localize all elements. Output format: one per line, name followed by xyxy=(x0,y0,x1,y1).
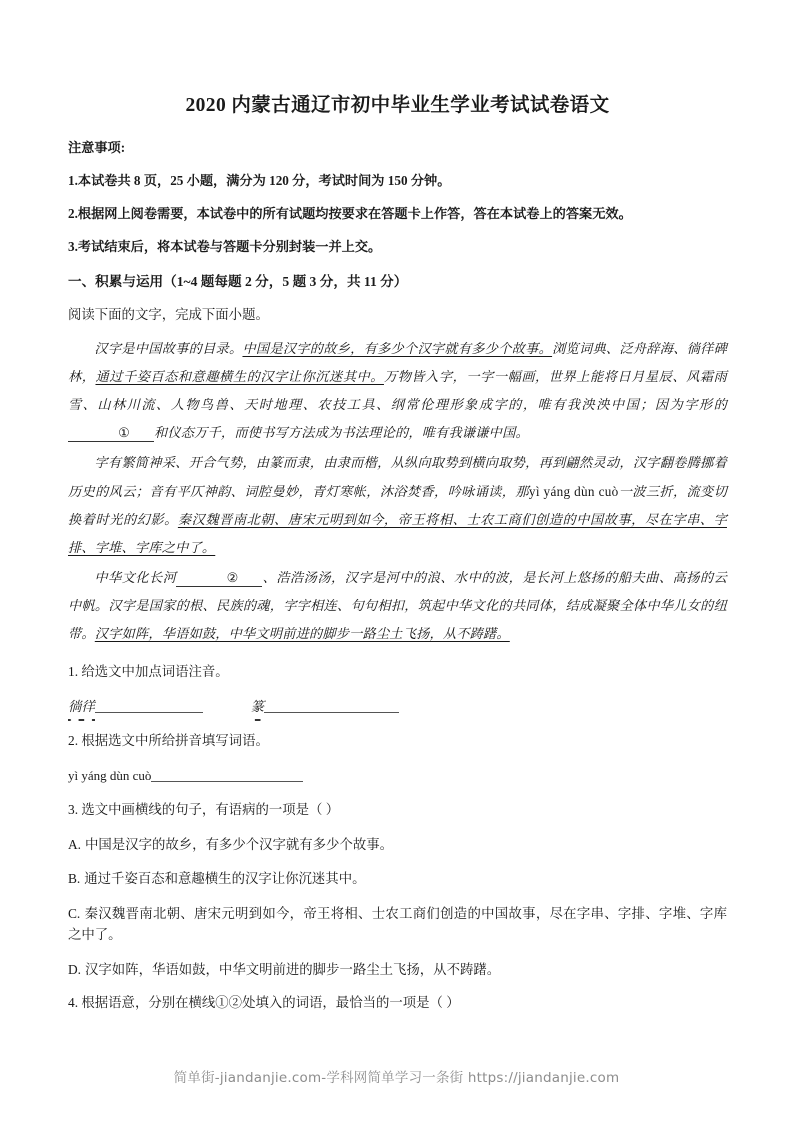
passage-p2-seg1: 字有繁简神采、开合气势，由篆而隶，由隶而楷，从纵向取势到横向取势，再到翩然灵动，汉字翻卷腾挪着历史的风云；音有平仄神韵、词腔曼妙，青灯寒帐，沐浴焚香，吟咏诵读，那 xyxy=(68,455,727,500)
notice-item-1: 1.本试卷共 8 页，25 小题，满分为 120 分，考试时间为 150 分钟。 xyxy=(68,172,451,188)
option-c-letter: C. xyxy=(68,905,81,921)
emphasis-word-zhuan: 篆 xyxy=(251,697,264,718)
option-a-text: 中国是汉字的故乡，有多少个汉字就有多少个故事。 xyxy=(85,837,394,853)
passage-paragraph-2 xyxy=(68,450,727,563)
passage-p1-seg5: 万物皆入字，一字一幅画，世界上能将日月星辰、风霜雨雪、山林川流、人物鸟兽、天时地理、农技工具、纲常伦理形象成字的，唯有我泱泱中国；因为字形的 xyxy=(68,370,728,413)
passage-p3-seg1: 中华文化长河 xyxy=(94,570,177,586)
question-3-option-b[interactable] xyxy=(68,868,727,889)
option-d-letter: D. xyxy=(68,961,82,977)
question-3-option-c[interactable] xyxy=(68,903,727,946)
section-heading: 一、积累与运用（1~4 题每题 2 分，5 题 3 分，共 11 分） xyxy=(68,274,408,290)
emphasis-word-changyang: 徜徉 xyxy=(68,697,95,718)
question-3-option-a[interactable] xyxy=(68,834,727,855)
option-b-text: 通过千姿百态和意趣横生的汉字让你沉迷其中。 xyxy=(84,871,366,887)
answer-blank-changyang[interactable] xyxy=(95,699,203,713)
passage-p3-seg2: 、浩浩汤汤，汉字是河中的浪、水中的波，是长河上悠扬的船夫曲、高扬的云中帆。汉字是国家的根、民族的魂，字字相连、句句相扣，筑起中华文化的共同体，结成凝聚全体中华儿女的纽带。 xyxy=(68,570,728,642)
passage-blank-1: ① xyxy=(68,426,154,442)
option-a-letter: A. xyxy=(68,837,82,853)
notice-item-2: 2.根据网上阅卷需要，本试卷中的所有试题均按要求在答题卡上作答，答在本试卷上的答案无效。 xyxy=(68,205,632,221)
question-2-pinyin: yì yáng dùn cuò xyxy=(68,767,152,783)
question-1-stem: 1. 给选文中加点词语注音。 xyxy=(68,663,229,679)
footer-watermark: 简单街-jiandanjie.com-学科网简单学习一条街 https://jiandanjie.com xyxy=(173,1070,620,1086)
passage-paragraph-3 xyxy=(68,565,727,649)
passage-p1-seg6: 和仪态万千，而使书写方法成为书法理论的，唯有我谦谦中国。 xyxy=(154,425,529,441)
page-title: 2020 内蒙古通辽市初中毕业生学业考试试卷语文 xyxy=(185,95,610,116)
passage-p1-underline-b: 通过千姿百态和意趣横生的汉字让你沉迷其中。 xyxy=(95,370,384,385)
question-3-option-d[interactable] xyxy=(68,959,727,980)
passage-p3-underline: 汉字如阵，华语如鼓，中华文明前进的脚步一路尘土飞扬，从不踌躇。 xyxy=(94,626,510,642)
question-2-answer-row xyxy=(68,766,727,787)
answer-blank-pinyin-word[interactable] xyxy=(151,768,303,782)
passage-p1-underline-a: 中国是汉字的故乡，有多少个汉字就有多少个故事。 xyxy=(242,342,553,358)
question-4-stem: 4. 根据语意，分别在横线①②处填入的词语，最恰当的一项是（ ） xyxy=(68,995,460,1011)
section-instruction: 阅读下面的文字，完成下面小题。 xyxy=(68,306,269,322)
option-d-text: 汉字如阵，华语如鼓，中华文明前进的脚步一路尘土飞扬，从不踌躇。 xyxy=(85,961,501,977)
passage-paragraph-1 xyxy=(68,336,727,448)
passage-blank-2: ② xyxy=(176,571,262,587)
option-b-letter: B. xyxy=(68,871,81,887)
passage-p2-pinyin: yì yáng dùn cuò xyxy=(528,483,619,499)
page-content xyxy=(68,92,727,1014)
passage-p2-seg2: 一波三折，流变切换着时光的幻影。 xyxy=(68,484,727,528)
passage-p2-underline: 秦汉魏晋南北朝、唐宋元明到如今，帝王将相、士农工商们创造的中国故事，尽在字串、字排、字堆、字库之中了。 xyxy=(68,512,727,556)
notice-heading: 注意事项: xyxy=(68,140,126,156)
passage-p1-seg1: 汉字是中国故事的目录。 xyxy=(94,342,243,358)
question-2-stem: 2. 根据选文中所给拼音填写词语。 xyxy=(68,733,269,749)
answer-blank-zhuan[interactable] xyxy=(264,699,399,713)
notice-item-3: 3.考试结束后，将本试卷与答题卡分别封装一并上交。 xyxy=(68,239,382,255)
option-c-text: 秦汉魏晋南北朝、唐宋元明到如今，帝王将相、士农工商们创造的中国故事，尽在字串、字排、字堆、字库之中了。 xyxy=(68,905,727,943)
passage-p1-seg3: 浏览词典、泛舟辞海、徜徉碑林， xyxy=(68,342,727,385)
question-3-stem: 3. 选文中画横线的句子，有语病的一项是（ ） xyxy=(68,802,340,818)
question-1-answer-row xyxy=(68,697,727,718)
